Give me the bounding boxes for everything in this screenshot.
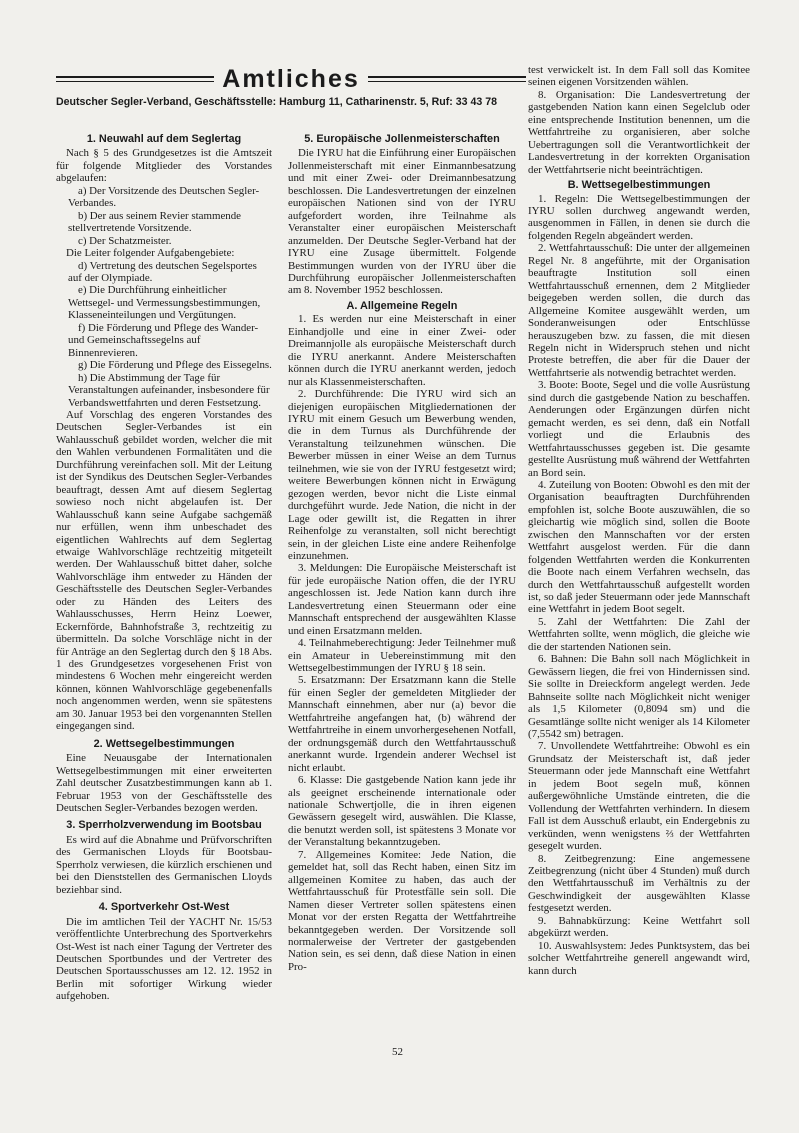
page-title: Amtliches bbox=[222, 65, 360, 93]
paragraph: 3. Meldungen: Die Europäische Meisterschaft ist für jede europäische Nation offen, die der IYRU angeschlossen ist. Jede Nation kann durch ihre Landesvertretung einen Steuermann oder eine Mannschaft entsprechend der ausgewählten Klasse und einen Ersatzmann melden. bbox=[288, 562, 516, 637]
page-number: 52 bbox=[392, 1046, 403, 1058]
paragraph: 7. Allgemeines Komitee: Jede Nation, die gemeldet hat, soll das Recht haben, einen Sitz im allgemeinen Komitee zu haben, das auch der Wettfahrtausschuß für Protestfälle sein soll. Die Namen dieser Vertreter sollen spätestens einen Monat vor der ersten Regatta der Wettfahrtreihe bekanntgegeben werden. Der Vorsitzende soll normalerweise der Vertreter der gastgebenden Nation sein, es sei denn, daß diese Nation in einen Pro- bbox=[288, 848, 516, 973]
paragraph: 3. Boote: Boote, Segel und die volle Ausrüstung sind durch die gastgebende Nation zu beschaffen. Aenderungen oder Ergänzungen dürfen nicht gemacht werden, es sei denn, daß ein Notfall vorliegt und die Erlaubnis des Wettfahrtausschusses gegeben ist. Die gesamte gestellte Ausrüstung muß während der Wettfahrten an Bord sein. bbox=[528, 379, 750, 479]
paragraph: Nach § 5 des Grundgesetzes ist die Amtszeit für folgende Mitglieder des Vorstandes abgelaufen: bbox=[56, 147, 272, 185]
title-rule-left bbox=[56, 76, 214, 82]
title-row bbox=[56, 64, 526, 94]
paragraph: Es wird auf die Abnahme und Prüfvorschriften des Germanischen Lloyds für Bootsbau-Sperrholz verwiesen, die kürzlich erschienen und bei den Dienststellen des Germanischen Lloyds beziehbar sind. bbox=[56, 833, 272, 896]
paragraph: 6. Bahnen: Die Bahn soll nach Möglichkeit in Gewässern liegen, die frei von Hindernissen sind. Sie sollte in Dreieckform angelegt werden. Jede Bahnseite sollte nach Möglichkeit nicht weniger als 1,5 Kilometer (0,8094 sm) und die Gesamtlänge sollte nicht weniger als 14 Kilometer (7,5542 sm) betragen. bbox=[528, 653, 750, 741]
paragraph: 2. Wettfahrtausschuß: Die unter der allgemeinen Regel Nr. 8 angeführte, mit der Organisation beauftragte Institution soll einen Wettfahrtausschuß ernennen, dem 2 Mitglieder beigegeben werden sollen, die durch das Allgemeine Komitee ausgewählt werden, um Sonderanweisungen oder Entschlüsse herauszugeben bzw. zu fassen, die mit diesen Regeln nicht in Widerspruch stehen und nicht Proteste betreffen, die aber für die Dauer der Wettfahrtserie als notwendig betrachtet werden. bbox=[528, 242, 750, 379]
heading-wettsegelbestimmungen: 2. Wettsegelbestimmungen bbox=[93, 737, 235, 750]
organization-address: Deutscher Segler-Verband, Geschäftsstelle: Hamburg 11, Catharinenstr. 5, Ruf: 33 43 78 bbox=[56, 96, 497, 108]
list-item: f) Die Förderung und Pflege des Wander- und Gemeinschaftssegelns auf Binnenrevieren. bbox=[68, 321, 259, 359]
heading-allgemeine-regeln: A. Allgemeine Regeln bbox=[346, 299, 458, 312]
title-rule-right bbox=[368, 76, 526, 82]
paragraph: 1. Es werden nur eine Meisterschaft in einer Einhandjolle und eine in einer Zwei- oder Dreimannjolle als europäische Meisterschaft durch die IYRU anerkannt. Andere Meisterschaften können durch die IYRU anerkannt werden, jedoch nur als Klassenmeisterschaften. bbox=[288, 313, 516, 388]
heading-wettsegelbestimmungen-b: B. Wettsegelbestimmungen bbox=[567, 179, 711, 192]
list-item: h) Die Abstimmung der Tage für Veranstaltungen aufeinander, insbesondere für Verbandswettfahrten und deren Festsetzung. bbox=[68, 371, 270, 409]
paragraph: 2. Durchführende: Die IYRU wird sich an diejenigen europäischen Mitgliedernationen der IYRU mit einem Gesuch um Bewerbung wenden, die in dem Turnus als Durchführende der Veranstaltung teilzunehmen wünschen. Die Bewerber müssen in einer Weise an dem Turnus teilnehmen, wie sie von der IYRU festgesetzt wird; weitere Bewerbungen können nicht in Erwägung gezogen werden, bevor nicht die Liste einmal durchgeführt wurde. Jede Nation, die nicht in der Lage oder gewillt ist, die Regatten in ihrer Reihenfolge zu veranstalten, soll nicht berechtigt sein, in der gleichen Liste eine andere Reihenfolge einzunehmen. bbox=[288, 388, 516, 562]
paragraph: Die im amtlichen Teil der YACHT Nr. 15/53 veröffentlichte Unterbrechung des Sportverkehrs Ost-West ist nach einer Tagung der Vertreter des Deutschen Sportbundes und der Vertreter des Deutschen Sportausschusses am 12. 12. 1952 in Berlin mit sofortiger Wirkung wieder aufgehoben. bbox=[56, 915, 272, 1003]
column-right bbox=[528, 64, 750, 1074]
paragraph: 4. Zuteilung von Booten: Obwohl es den mit der Organisation beauftragten Durchführenden empfohlen ist, solche Boote auszuwählen, die so gleichartig wie möglich sind, sollen die Boote zwischen den Mannschaften vor der ersten Wettfahrt ausgelost werden. Für die dann folgenden Wettfahrten werden die Konkurrenten die Boote nach einem Verfahren wechseln, das durch den Wettfahrtausschuß aufgestellt worden ist, so daß jeder Steuermann oder jede Mannschaft eine Wettfahrt in jedem Boot segelt. bbox=[528, 478, 750, 616]
list-item: d) Vertretung des deutschen Segelsportes auf der Olympiade. bbox=[68, 259, 257, 284]
paragraph: 7. Unvollendete Wettfahrtreihe: Obwohl es ein Grundsatz der Meisterschaft ist, daß jeder Steuermann oder jede Mannschaft eine Wettfahrt in jedem Boot segeln muß, können außergewöhnliche Umstände eintreten, die die Vollendung der Wettfahrten verhindern. In diesem Fall ist dem Ausschuß erlaubt, ein Endergebnis zu verkünden, wenn wenigstens ⅔ der Wettfahrten gesegelt wurden. bbox=[528, 740, 750, 853]
paragraph: Die IYRU hat die Einführung einer Europäischen Jollenmeisterschaft mit einer Einmannbesatzung und mit einer Zwei- oder Dreimannbesatzung beschlossen. Die Landesvertretungen der einzelnen europäischen Nationen sind von der IYRU aufgefordert worden, ihre Teilnahme als Veranstalter einer europäischen Meisterschaft anzumelden. Der Deutsche Segler-Verband hat der IYRU eine Zusage übermittelt. Folgende Bestimmungen wurden von der IYRU über die Durchführung europäischer Jollenmeisterschaften am 8. November 1952 beschlossen. bbox=[288, 147, 516, 297]
paragraph: Auf Vorschlag des engeren Vorstandes des Deutschen Segler-Verbandes ist ein Wahlausschuß gebildet worden, welcher die mit den Wahlen verbundenen Formalitäten und die Durchführung vereinfachen soll. Mit der Leitung ist der Syndikus des Deutschen Segler-Verbandes beauftragt, dessen Amt auf diesem Seglertag sowieso noch nicht abgelaufen ist. Der Wahlausschuß kann seine Aufgabe sachgemäß nur erfüllen, wenn ihm unbeschadet des eigentlichen Wahlrechts auf dem Seglertag etwaige Wahlvorschläge rechtzeitig mitgeteilt werden. Der Wahlausschuß bittet daher, solche Wahlvorschläge ihm entweder zu Händen der Geschäftsstelle des Deutschen Segler-Verbandes oder zu Händen des Leiters des Wahlausschusses, Herrn Heinz Loewer, Eckernförde, Bahnhofstraße 3, rechtzeitig zu übermitteln. Da solche Vorschläge nicht in der für Anträge an den Seglertag durch den § 18 Abs. 1 des Grundgesetzes vorgesehenen Frist von mindestens 6 Wochen mehr eingereicht werden können, können Wahlvorschläge gegebenenfalls noch angenommen werden, wenn sie spätestens am 30. Januar 1953 bei den vorgenannten Stellen eingegangen sind. bbox=[56, 408, 272, 733]
paragraph: 10. Auswahlsystem: Jedes Punktsystem, das bei solcher Wettfahrtreihe generell angewandt wird, kann durch bbox=[528, 939, 750, 977]
list-item: g) Die Förderung und Pflege des Eissegelns. bbox=[78, 359, 272, 372]
paragraph: 1. Regeln: Die Wettsegelbestimmungen der IYRU sollen durchweg angewandt werden, ausgenommen in Fällen, in denen sie durch die folgenden Regeln abgeändert werden. bbox=[528, 192, 750, 242]
list-item: e) Die Durchführung einheitlicher Wettsegel- und Vermessungsbestimmungen, Klasseneinteilungen und Vergütungen. bbox=[68, 284, 261, 322]
column-left bbox=[56, 128, 272, 1053]
list-item: a) Der Vorsitzende des Deutschen Segler-Verbandes. bbox=[68, 184, 260, 210]
heading-sperrholz: 3. Sperrholzverwendung im Bootsbau bbox=[66, 819, 262, 832]
paragraph: 5. Ersatzmann: Der Ersatzmann kann die Stelle für einen Segler der gemeldeten Mitglieder der Mannschaft einnehmen, aber nur (a) bevor die Wettfahrtreihe angefangen hat, (b) während der Wettfahrtreihe in einem unvorhergesehenen Notfall, der ordnungsgemäß durch den Wettfahrtausschuß anerkannt wurde. Irgendein anderer Wechsel ist nicht erlaubt. bbox=[288, 674, 516, 774]
heading-jollenmeisterschaften: 5. Europäische Jollenmeisterschaften bbox=[304, 133, 500, 145]
column-middle bbox=[288, 128, 516, 1058]
paragraph: Die Leiter folgender Aufgabengebiete: bbox=[66, 247, 235, 260]
heading-neuwahl: 1. Neuwahl auf dem Seglertag bbox=[86, 133, 242, 145]
paragraph: 8. Zeitbegrenzung: Eine angemessene Zeitbegrenzung (nicht über 4 Stunden) muß durch den Wettfahrtausschuß im Verhältnis zu der Geschwindigkeit der ausgewählten Klasse festgesetzt werden. bbox=[528, 852, 750, 915]
paragraph: 9. Bahnabkürzung: Keine Wettfahrt soll abgekürzt werden. bbox=[528, 914, 750, 940]
heading-sportverkehr: 4. Sportverkehr Ost-West bbox=[98, 901, 230, 914]
paragraph: 8. Organisation: Die Landesvertretung der gastgebenden Nation kann einen Segelclub oder eine entsprechende Institution benennen, um die Wettfahrtreihe zu organisieren, aber solche Uebertragungen soll die Verantwortlichkeit der Landesvertretung in der korrekten Organisation der Wettfahrtserie nicht beeinträchtigen. bbox=[528, 88, 750, 176]
list-item: b) Der aus seinem Revier stammende stellvertretende Vorsitzende. bbox=[68, 209, 242, 235]
paragraph-continued: test verwickelt ist. In dem Fall soll das Komitee seinen eigenen Vorsitzenden wählen. bbox=[528, 64, 750, 89]
paragraph: Eine Neuausgabe der Internationalen Wettsegelbestimmungen mit einer erweiterten Zahl deutscher Zusatzbestimmungen kann ab 1. Februar 1953 von der Geschäftsstelle des Deutschen Segler-Verbandes bezogen werden. bbox=[56, 752, 272, 815]
list-item: c) Der Schatzmeister. bbox=[78, 234, 172, 247]
paragraph: 5. Zahl der Wettfahrten: Die Zahl der Wettfahrten sollte, wenn möglich, die gleiche wie die der startenden Nationen sein. bbox=[528, 615, 750, 653]
paragraph: 4. Teilnahmeberechtigung: Jeder Teilnehmer muß ein Amateur in Uebereinstimmung mit den Wettsegelbestimmungen der IYRU § 18 sein. bbox=[288, 637, 516, 675]
section-header bbox=[56, 64, 526, 108]
paragraph: 6. Klasse: Die gastgebende Nation kann jede ihr als geeignet erscheinende internationale oder nationale Schwertjolle, die in ihren eigenen Gewässern gesegelt wird, auswählen. Die Klasse, die benutzt werden soll, ist spätestens 3 Monate vor der Veranstaltung bekanntzugeben. bbox=[288, 774, 516, 849]
